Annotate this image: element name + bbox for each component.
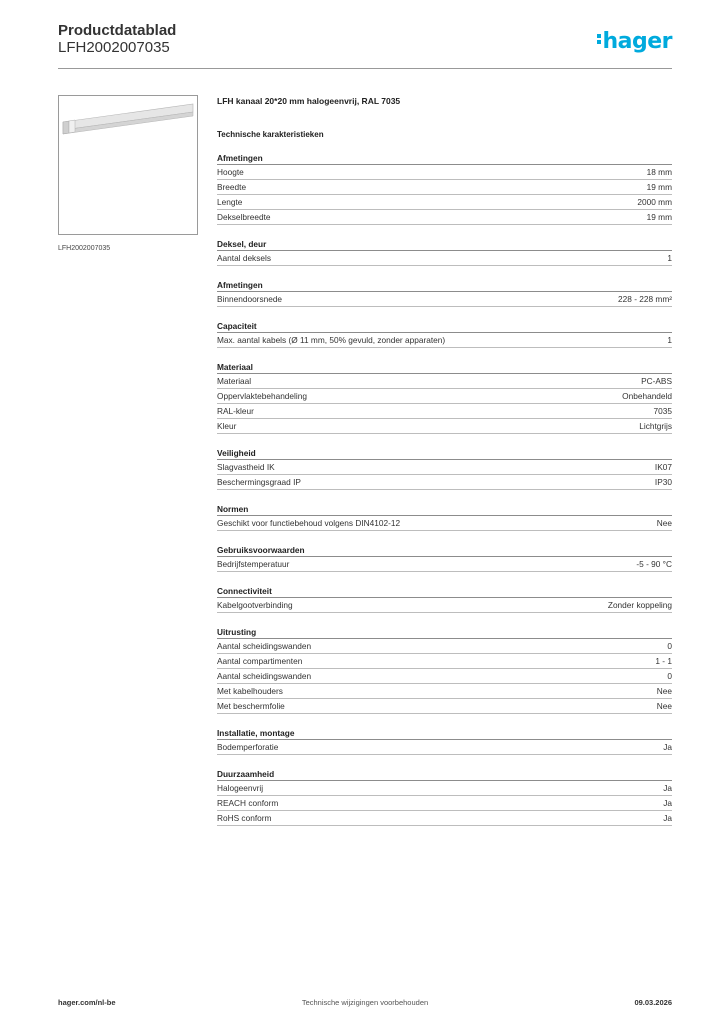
section-title: Afmetingen (217, 279, 672, 292)
spec-heading: Technische karakteristieken (217, 130, 324, 139)
spec-sections (217, 152, 672, 826)
product-code: LFH2002007035 (58, 39, 170, 56)
spec-row (217, 210, 672, 225)
spec-value: Lichtgrijs (639, 421, 672, 431)
section-title: Capaciteit (217, 320, 672, 333)
spec-value: Nee (656, 686, 672, 696)
spec-label: Breedte (217, 182, 247, 192)
hager-logo (597, 29, 672, 54)
spec-row (217, 404, 672, 419)
spec-value: 1 - 1 (655, 656, 672, 666)
spec-row (217, 460, 672, 475)
spec-label: Bodemperforatie (217, 742, 279, 752)
spec-label: Aantal scheidingswanden (217, 641, 312, 651)
spec-row (217, 781, 672, 796)
spec-label: Aantal compartimenten (217, 656, 303, 666)
product-image (58, 95, 198, 235)
spec-section (217, 279, 672, 307)
spec-row (217, 374, 672, 389)
spec-label: REACH conform (217, 798, 279, 808)
product-title: LFH kanaal 20*20 mm halogeenvrij, RAL 7035 (217, 96, 401, 106)
spec-value: 19 mm (646, 212, 672, 222)
spec-section (217, 238, 672, 266)
spec-row (217, 165, 672, 180)
spec-label: Beschermingsgraad IP (217, 477, 301, 487)
spec-value: IP30 (654, 477, 672, 487)
spec-label: Halogeenvrij (217, 783, 264, 793)
spec-content (217, 96, 672, 826)
spec-row (217, 669, 672, 684)
section-title: Veiligheid (217, 447, 672, 460)
spec-row (217, 419, 672, 434)
spec-value: Onbehandeld (622, 391, 672, 401)
spec-row (217, 557, 672, 572)
spec-value: 2000 mm (637, 197, 672, 207)
spec-section (217, 503, 672, 531)
section-title: Deksel, deur (217, 238, 672, 251)
section-title: Connectiviteit (217, 585, 672, 598)
spec-value: 0 (667, 641, 672, 651)
spec-row (217, 796, 672, 811)
spec-section (217, 320, 672, 348)
spec-value: Ja (663, 783, 672, 793)
spec-value: Nee (656, 518, 672, 528)
spec-label: Aantal deksels (217, 253, 271, 263)
spec-label: Met beschermfolie (217, 701, 285, 711)
spec-row (217, 516, 672, 531)
spec-row (217, 333, 672, 348)
logo-text: hager (602, 29, 672, 54)
image-caption: LFH2002007035 (58, 245, 111, 252)
spec-value: Ja (663, 742, 672, 752)
spec-value: 1 (667, 253, 672, 263)
spec-value: 18 mm (646, 167, 672, 177)
page-header (58, 22, 672, 68)
section-title: Installatie, montage (217, 727, 672, 740)
spec-value: Nee (656, 701, 672, 711)
spec-label: Dekselbreedte (217, 212, 271, 222)
section-title: Duurzaamheid (217, 768, 672, 781)
spec-label: Lengte (217, 197, 243, 207)
spec-value: 0 (667, 671, 672, 681)
spec-row (217, 699, 672, 714)
spec-value: 228 - 228 mm² (618, 294, 672, 304)
spec-section (217, 727, 672, 755)
spec-row (217, 251, 672, 266)
spec-label: Bedrijfstemperatuur (217, 559, 290, 569)
spec-section (217, 544, 672, 572)
spec-section (217, 447, 672, 490)
spec-row (217, 292, 672, 307)
spec-section (217, 585, 672, 613)
spec-label: Aantal scheidingswanden (217, 671, 312, 681)
section-title: Uitrusting (217, 626, 672, 639)
spec-row (217, 740, 672, 755)
spec-section (217, 768, 672, 826)
section-title: Gebruiksvoorwaarden (217, 544, 672, 557)
spec-label: Binnendoorsnede (217, 294, 283, 304)
logo-dots-icon (597, 32, 602, 46)
spec-label: Slagvastheid IK (217, 462, 275, 472)
section-title: Normen (217, 503, 672, 516)
spec-section (217, 361, 672, 434)
header-divider (58, 68, 672, 69)
footer-website-link[interactable]: hager.com/nl-be (58, 998, 116, 1007)
spec-value: Ja (663, 798, 672, 808)
spec-value: Zonder koppeling (607, 600, 672, 610)
spec-row (217, 389, 672, 404)
footer-note: Technische wijzigingen voorbehouden (301, 998, 429, 1007)
spec-row (217, 195, 672, 210)
spec-label: RAL-kleur (217, 406, 254, 416)
footer-date: 09.03.2026 (634, 998, 672, 1007)
spec-value: Ja (663, 813, 672, 823)
spec-row (217, 598, 672, 613)
section-title: Materiaal (217, 361, 672, 374)
spec-label: Hoogte (217, 167, 244, 177)
spec-section (217, 152, 672, 225)
section-title: Afmetingen (217, 152, 672, 165)
spec-label: Met kabelhouders (217, 686, 283, 696)
spec-value: -5 - 90 °C (636, 559, 672, 569)
spec-value: IK07 (654, 462, 672, 472)
spec-label: Oppervlaktebehandeling (217, 391, 307, 401)
spec-value: 1 (667, 335, 672, 345)
spec-value: 7035 (653, 406, 672, 416)
spec-label: Geschikt voor functiebehoud volgens DIN4102-12 (217, 518, 401, 528)
spec-label: Kleur (217, 421, 237, 431)
spec-row (217, 180, 672, 195)
spec-section (217, 626, 672, 714)
spec-row (217, 639, 672, 654)
spec-row (217, 811, 672, 826)
document-title: Productdatablad (58, 22, 177, 39)
spec-label: Materiaal (217, 376, 252, 386)
spec-label: RoHS conform (217, 813, 272, 823)
spec-label: Kabelgootverbinding (217, 600, 293, 610)
spec-value: 19 mm (646, 182, 672, 192)
spec-label: Max. aantal kabels (Ø 11 mm, 50% gevuld, zonder apparaten) (217, 335, 446, 345)
spec-row (217, 654, 672, 669)
spec-row (217, 475, 672, 490)
spec-value: PC-ABS (641, 376, 672, 386)
spec-row (217, 684, 672, 699)
cable-duct-icon (59, 96, 197, 234)
